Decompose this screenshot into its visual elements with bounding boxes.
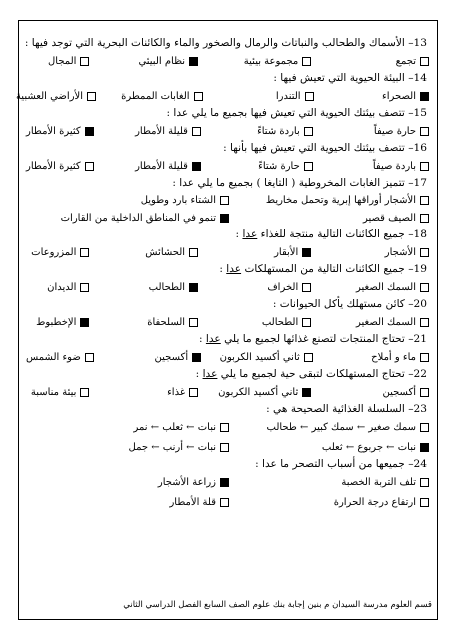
question-text: – البيئة الحيوية التي تعيش فيها : [273,72,414,84]
option-2[interactable]: الطحالب [198,317,311,328]
question-23 [26,402,433,457]
question-number: 23 [413,403,427,415]
option-2[interactable]: الشتاء بارد وطويل [29,195,229,206]
checkbox[interactable] [80,283,89,292]
checkbox-checked[interactable] [302,388,311,397]
option-3[interactable]: قليلة الأمطار [94,161,201,172]
question-text: – الأسماك والطحالب والنباتات والرمال والصخور والماء والكائنات البحرية التي توجد فيها : [24,37,414,49]
option-2[interactable]: مجموعة بيئية [198,56,311,67]
checkbox[interactable] [220,423,229,432]
page-footer: قسم العلوم مدرسة السيدان م بنين إجابة بنك علوم الصف السابع الفصل الدراسي الثاني [123,600,432,610]
option-4[interactable]: قلة الأمطار [29,497,229,508]
options-row [26,191,433,209]
underlined-word: عدا [226,263,242,275]
question-16 [26,141,433,176]
checkbox[interactable] [420,388,429,397]
options-row [26,417,433,437]
checkbox[interactable] [420,478,429,487]
checkbox[interactable] [85,353,94,362]
checkbox[interactable] [220,196,229,205]
checkbox[interactable] [420,353,429,362]
question-14 [15,71,433,106]
question-number: 14 [413,72,427,84]
checkbox[interactable] [420,162,429,171]
checkbox[interactable] [420,57,429,66]
question-number: 22 [413,368,427,380]
checkbox[interactable] [420,248,429,257]
question-text: – تتميز الغابات المخروطية ( التايغا ) بجميع ما يلي عدا : [172,177,414,189]
checkbox[interactable] [304,127,313,136]
checkbox[interactable] [189,318,198,327]
option-1[interactable]: تجمع [311,56,433,67]
checkbox[interactable] [192,127,201,136]
option-1[interactable]: أكسجين [311,387,433,398]
option-4[interactable]: الديدان [26,282,89,293]
checkbox-checked[interactable] [220,214,229,223]
option-3[interactable]: قليلة الأمطار [94,126,201,137]
option-4[interactable]: الأراضي العشبية [26,91,96,102]
checkbox[interactable] [420,196,429,205]
checkbox[interactable] [80,57,89,66]
option-1[interactable]: الأشجار [311,247,433,258]
question-21: 21– تحتاج المنتجات لتصنع غذائها لجميع ما يلي عدا : ماء و أملاح ثاني أكسيد الكربون أكسجين ضوء الشمس [26,332,433,367]
options-row [26,382,433,402]
options-row [26,156,433,176]
options-row [26,312,433,332]
question-17 [26,176,433,227]
checkbox-checked[interactable] [220,478,229,487]
question-number: 24 [413,458,427,470]
checkbox[interactable] [304,162,313,171]
question-19: 19– جميع الكائنات التالية من المستهلكات عدا : السمك الصغير الخراف الطحالب الديدان [26,262,433,297]
option-4[interactable]: الإخطبوط [26,317,89,328]
option-4[interactable]: كثيرة الأمطار [26,161,94,172]
checkbox[interactable] [80,248,89,257]
question-13 [26,36,433,71]
options-row [26,121,433,141]
option-4[interactable]: بيئة مناسبة [26,387,89,398]
checkbox-checked[interactable] [420,443,429,452]
checkbox[interactable] [302,283,311,292]
options-row [26,347,433,367]
checkbox[interactable] [304,353,313,362]
question-number: 18 [413,228,427,240]
option-2[interactable]: ثاني أكسيد الكربون [198,387,311,398]
question-text: – جميع الكائنات التالية من المستهلكات [241,263,414,275]
checkbox[interactable] [80,388,89,397]
question-number: 19 [413,263,427,275]
question-24 [26,457,433,512]
option-2[interactable]: الأبقار [198,247,311,258]
option-2[interactable]: حارة شتاءً [201,161,313,172]
underlined-word: عدا [202,368,218,380]
checkbox[interactable] [220,498,229,507]
underlined-word: عدا [205,333,221,345]
checkbox[interactable] [420,423,429,432]
question-number: 13 [413,37,427,49]
checkbox[interactable] [302,318,311,327]
checkbox[interactable] [220,443,229,452]
option-2[interactable]: زراعة الأشجار [29,477,229,488]
checkbox[interactable] [85,162,94,171]
option-2[interactable]: الخراف [198,282,311,293]
option-1[interactable]: ماء و أملاح [313,352,433,363]
options-row [26,209,433,227]
checkbox-checked[interactable] [189,283,198,292]
option-2[interactable]: نبات ← ثعلب ← نمر [29,422,229,433]
option-3[interactable]: نظام البيئي [89,56,198,67]
question-text: – تحتاج المنتجات لتصنع غذائها لجميع ما يلي [220,333,414,345]
question-number: 21 [413,333,427,345]
checkbox[interactable] [302,57,311,66]
question-text: – السلسلة الغذائية الصحيحة هي : [266,403,414,415]
option-3[interactable]: أكسجين [94,352,201,363]
question-number: 20 [413,298,427,310]
option-1[interactable]: الصحراء [314,91,433,102]
option-1[interactable]: السمك الصغير [311,282,433,293]
options-row [26,437,433,457]
options-row [26,51,433,71]
option-1[interactable]: سمك صغير ← سمك كبير ← طحالب [229,422,433,433]
option-4[interactable]: تنمو في المناطق الداخلية من القارات [29,213,229,224]
option-3[interactable]: الصيف قصير [229,213,433,224]
question-number: 15 [413,107,427,119]
checkbox[interactable] [194,92,203,101]
option-4[interactable]: المزروعات [26,247,89,258]
option-3[interactable]: الحشائش [89,247,198,258]
option-3[interactable]: الغابات الممطرة [96,91,203,102]
option-1[interactable]: السمك الصغير [311,317,433,328]
question-20 [26,297,433,332]
checkbox-checked[interactable] [192,353,201,362]
option-1[interactable]: الأشجار أوراقها إبرية وتحمل مخاريط [229,195,433,206]
option-2[interactable]: ثاني أكسيد الكربون [201,352,313,363]
checkbox[interactable] [189,388,198,397]
checkbox-checked[interactable] [192,162,201,171]
option-3[interactable]: نبات ← جربوع ← ثعلب [229,442,433,453]
checkbox[interactable] [420,318,429,327]
question-text: – جميعها من أسباب التصحر ما عدا : [255,458,414,470]
option-4[interactable]: ضوء الشمس [26,352,94,363]
question-text: – تتصف بيئتك الحيوية التي تعيش فيها بأنها : [223,142,414,154]
options-row [26,242,433,262]
checkbox[interactable] [420,283,429,292]
question-15 [26,106,433,141]
checkbox-checked[interactable] [80,318,89,327]
options-row [26,472,433,492]
checkbox[interactable] [420,127,429,136]
option-3[interactable]: الطحالب [89,282,198,293]
question-text: – تحتاج المستهلكات لتبقى حية لجميع ما يلي [217,368,414,380]
checkbox[interactable] [305,92,314,101]
option-3[interactable]: غذاء [89,387,198,398]
option-4[interactable]: نبات ← أرنب ← جمل [29,442,229,453]
option-2[interactable]: باردة شتاءً [201,126,313,137]
option-4[interactable]: المجال [26,56,89,67]
options-row [26,277,433,297]
checkbox-checked[interactable] [302,248,311,257]
question-number: 17 [413,177,427,189]
question-text: – كائن مستهلك يأكل الحيوانات : [272,298,414,310]
options-row [26,492,433,512]
question-text: – تتصف بيئتك الحيوية التي تعيش فيها بجميع ما يلي عدا : [166,107,414,119]
option-1[interactable]: تلف التربة الخصبة [229,477,433,488]
checkbox[interactable] [420,498,429,507]
option-3[interactable]: ارتفاع درجة الحرارة [229,497,433,508]
checkbox[interactable] [189,248,198,257]
question-18: 18– جميع الكائنات التالية منتجة للغذاء عدا : الأشجار الأبقار الحشائش المزروعات [26,227,433,262]
checkbox-checked[interactable] [189,57,198,66]
checkbox[interactable] [420,214,429,223]
underlined-word: عدا [242,228,258,240]
checkbox-checked[interactable] [85,127,94,136]
checkbox-checked[interactable] [420,92,429,101]
question-text: – جميع الكائنات التالية منتجة للغذاء [257,228,414,240]
option-2[interactable]: التندرا [203,91,314,102]
question-22: 22– تحتاج المستهلكات لتبقى حية لجميع ما يلي عدا : أكسجين ثاني أكسيد الكربون غذاء بيئة مناسبة [26,367,433,402]
option-3[interactable]: السلحفاة [89,317,198,328]
options-row [15,86,433,106]
option-1[interactable]: باردة صيفاً [313,161,433,172]
checkbox[interactable] [87,92,96,101]
option-4[interactable]: كثيرة الأمطار [26,126,94,137]
option-1[interactable]: حارة صيفاً [313,126,433,137]
question-number: 16 [413,142,427,154]
